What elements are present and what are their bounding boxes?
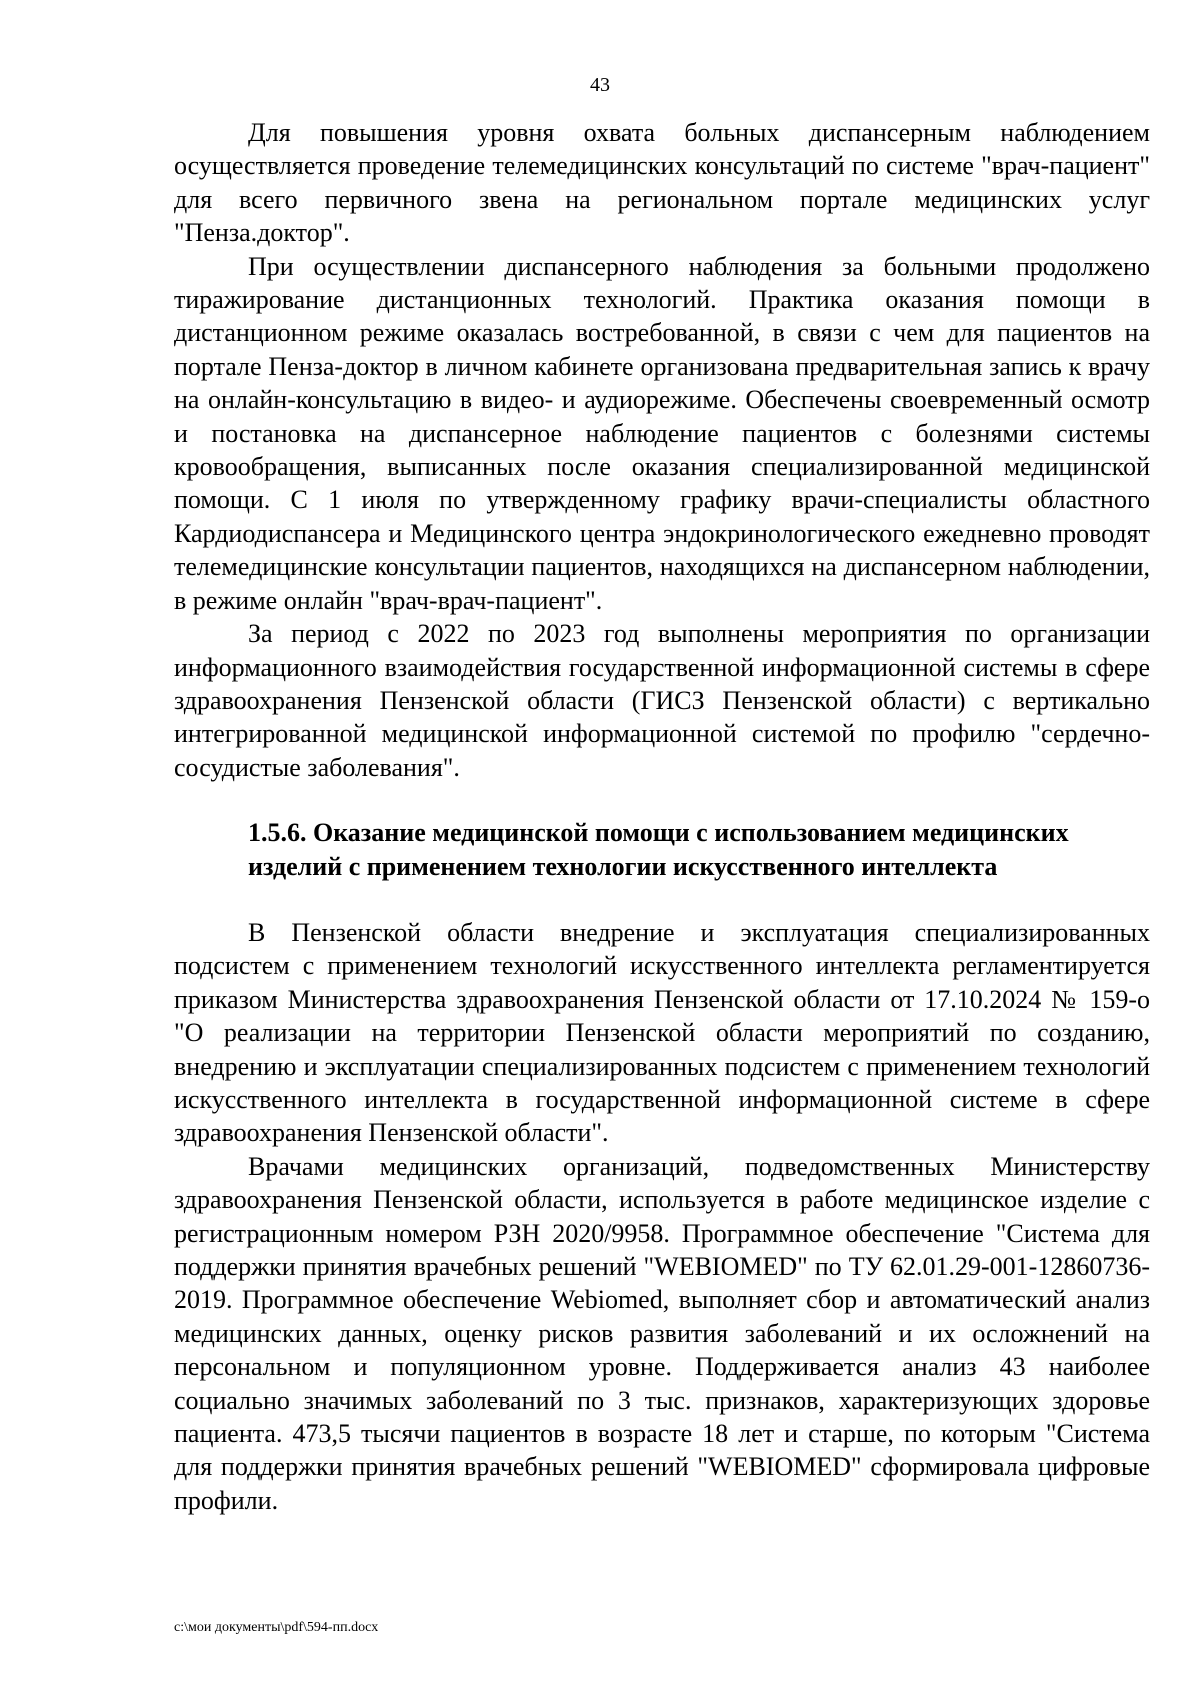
paragraph: За период с 2022 по 2023 год выполнены мероприятия по организации информационного взаимодействия государственной информационной системы в сфере здравоохранения Пензенской области (ГИСЗ Пензенской области) с вертикально интегрированной медицинской информационной системой по профилю "сердечно-сосудистые заболевания". xyxy=(174,619,1150,782)
paragraph: В Пензенской области внедрение и эксплуатация специализированных подсистем с применением технологий искусственного интеллекта регламентируется приказом Министерства здравоохранения Пензенской области от 17.10.2024 № 159-о "О реализации на территории Пензенской области мероприятий по созданию, внедрению и эксплуатации специализированных подсистем с применением технологий искусственного интеллекта в государственной информационной системе в сфере здравоохранения Пензенской области". xyxy=(174,917,1150,1148)
section-heading: 1.5.6. Оказание медицинской помощи с использованием медицинских изделий с применением технологии искусственного интеллекта xyxy=(248,818,1069,881)
paragraph: При осуществлении диспансерного наблюдения за больными продолжено тиражирование дистанционных технологий. Практика оказания помощи в дистанционном режиме оказалась востребованной, в связи с чем для пациентов на портале Пенза-доктор в личном кабинете организована предварительная запись к врачу на онлайн-консультацию в видео- и аудиорежиме. Обеспечены своевременный осмотр и постановка на диспансерное наблюдение пациентов с болезнями системы кровообращения, выписанных после оказания специализированной медицинской помощи. С 1 июля по утвержденному графику врачи-специалисты областного Кардиодиспансера и Медицинского центра эндокринологического ежедневно проводят телемедицинские консультации пациентов, находящихся на диспансерном наблюдении, в режиме онлайн "врач-врач-пациент". xyxy=(174,251,1150,615)
document-body xyxy=(174,116,1150,1517)
footer-file-path: c:\мои документы\pdf\594-пп.docx xyxy=(174,1620,379,1635)
page-number: 43 xyxy=(590,74,610,96)
paragraph: Врачами медицинских организаций, подведомственных Министерству здравоохранения Пензенской области, используется в работе медицинское изделие с регистрационным номером РЗН 2020/9958. Программное обеспечение "Система для поддержки принятия врачебных решений "WEBIOMED" по ТУ 62.01.29-001-12860736-2019. Программное обеспечение Webiomed, выполняет сбор и автоматический анализ медицинских данных, оценку рисков развития заболеваний и их осложнений на персональном и популяционном уровне. Поддерживается анализ 43 наиболее социально значимых заболеваний по 3 тыс. признаков, характеризующих здоровье пациента. 473,5 тысячи пациентов в возрасте 18 лет и старше, по которым "Система для поддержки принятия врачебных решений "WEBIOMED" сформировала цифровые профили. xyxy=(174,1151,1150,1515)
paragraph: Для повышения уровня охвата больных диспансерным наблюдением осуществляется проведение телемедицинских консультаций по системе "врач-пациент" для всего первичного звена на региональном портале медицинских услуг "Пенза.доктор". xyxy=(174,118,1150,248)
